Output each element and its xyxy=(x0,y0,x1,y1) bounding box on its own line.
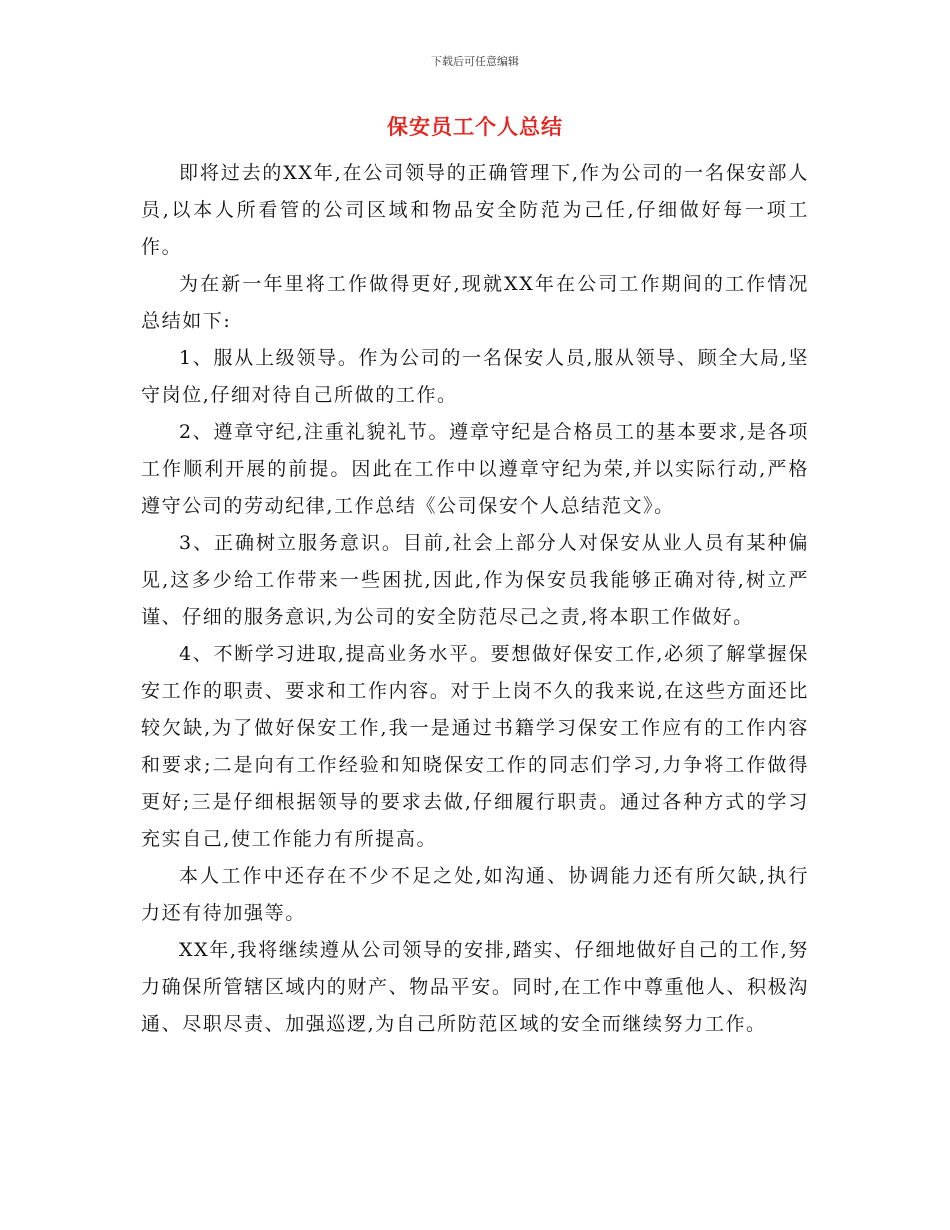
paragraph-shortcomings: 本人工作中还存在不少不足之处,如沟通、协调能力还有所欠缺,执行力还有待加强等。 xyxy=(141,865,809,924)
paragraph-summary-lead: 为在新一年里将工作做得更好,现就XX年在公司工作期间的工作情况总结如下: xyxy=(141,273,809,332)
paragraph-item-4: 4、不断学习进取,提高业务水平。要想做好保安工作,必须了解掌握保安工作的职责、要求和工作内容。对于上岗不久的我来说,在这些方面还比较欠缺,为了做好保安工作,我一是通过书籍学习保安工作应有的工作内容和要求;二是向有工作经验和知晓保安工作的同志们学习,力争将工作做得更好;三是仔细根据领导的要求去做,仔细履行职责。通过各种方式的学习充实自己,使工作能力有所提高。 xyxy=(141,643,809,850)
paragraph-outlook: XX年,我将继续遵从公司领导的安排,踏实、仔细地做好自己的工作,努力确保所管辖区域内的财产、物品平安。同时,在工作中尊重他人、积极沟通、尽职尽责、加强巡逻,为自己所防范区域的安全而继续努力工作。 xyxy=(141,939,809,1035)
paragraph-item-3: 3、正确树立服务意识。目前,社会上部分人对保安从业人员有某种偏见,这多少给工作带来一些困扰,因此,作为保安员我能够正确对待,树立严谨、仔细的服务意识,为公司的安全防范尽己之责,将本职工作做好。 xyxy=(141,532,809,628)
header-note: 下载后可任意编辑 xyxy=(431,55,519,68)
paragraph-intro: 即将过去的XX年,在公司领导的正确管理下,作为公司的一名保安部人员,以本人所看管的公司区域和物品安全防范为己任,仔细做好每一项工作。 xyxy=(141,162,809,258)
paragraph-item-1: 1、服从上级领导。作为公司的一名保安人员,服从领导、顾全大局,坚守岗位,仔细对待自己所做的工作。 xyxy=(141,347,809,406)
document-title: 保安员工个人总结 xyxy=(387,115,563,139)
paragraph-item-2: 2、遵章守纪,注重礼貌礼节。遵章守纪是合格员工的基本要求,是各项工作顺利开展的前提。因此在工作中以遵章守纪为荣,并以实际行动,严格遵守公司的劳动纪律,工作总结《公司保安个人总结范文》。 xyxy=(141,421,809,517)
document-body xyxy=(141,155,809,1043)
